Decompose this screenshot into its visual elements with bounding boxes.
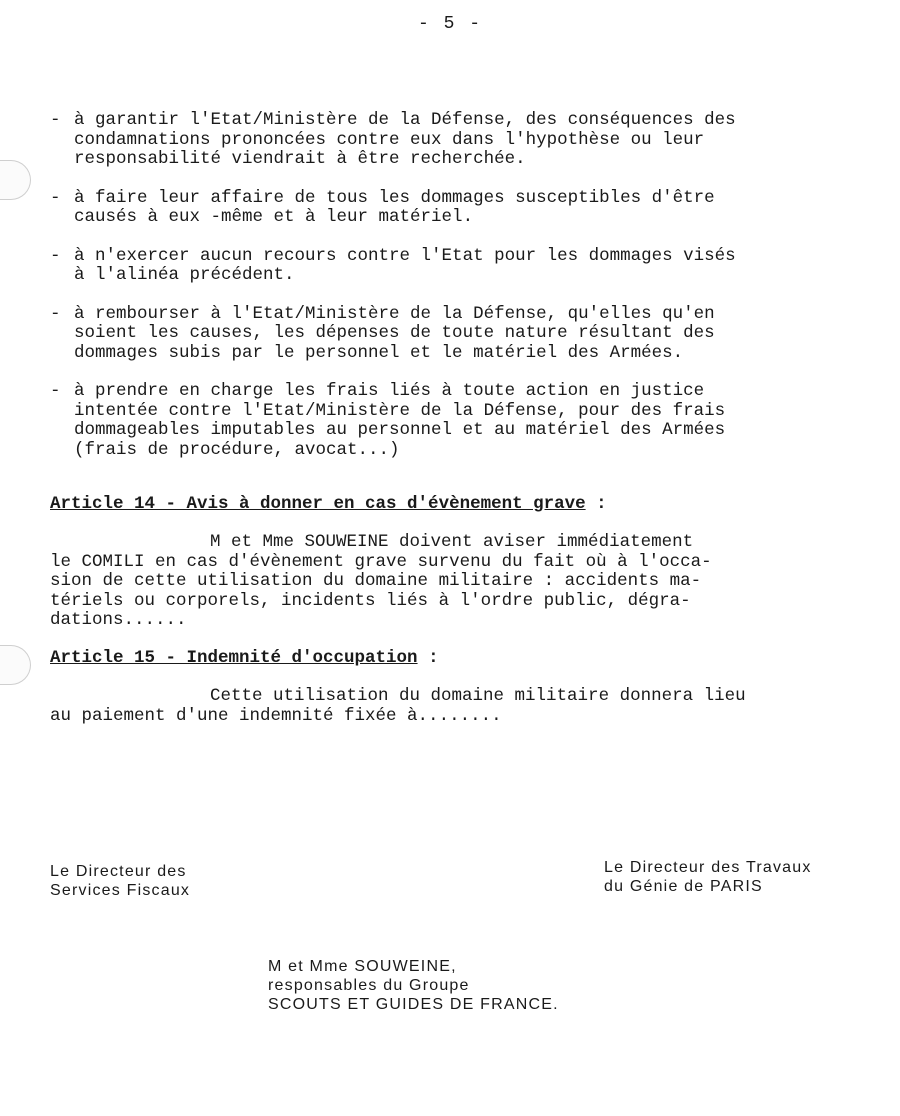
bullet-dash: -	[50, 110, 61, 130]
bullet-text: à n'exercer aucun recours contre l'Etat pour les dommages visés à l'alinéa précédent.	[74, 245, 736, 285]
bullet-dash: -	[50, 303, 61, 324]
list-item	[50, 382, 820, 460]
bullet-text: à faire leur affaire de tous les dommages susceptibles d'être causés à eux -même et à leur matériel.	[74, 187, 715, 227]
signature-souweine: M et Mme SOUWEINE, responsables du Groupe SCOUTS ET GUIDES DE FRANCE.	[268, 958, 559, 1013]
article-15-body	[50, 687, 830, 726]
list-item	[50, 189, 820, 228]
heading-colon: :	[585, 494, 607, 514]
signature-directeur-travaux-genie: Le Directeur des Travaux du Génie de PARIS	[604, 859, 812, 895]
list-item	[50, 305, 820, 364]
list-item	[50, 247, 820, 286]
article-15-text: au paiement d'une indemnité fixée à........	[50, 705, 502, 726]
article-14-body	[50, 533, 830, 631]
article-14-title: Article 14 - Avis à donner en cas d'évènement grave	[50, 494, 586, 514]
article-14-text: le COMILI en cas d'évènement grave survenu du fait où à l'occa- sion de cette utilisation du domaine militaire : accidents ma- tériels ou corporels, incidents liés à l'ordre public, dégra- dations......	[50, 551, 712, 630]
article-14-first-line: M et Mme SOUWEINE doivent aviser immédiatement	[210, 532, 694, 552]
bullet-dash: -	[50, 245, 61, 266]
signature-directeur-services-fiscaux: Le Directeur des Services Fiscaux	[50, 863, 191, 899]
article-15-first-line: Cette utilisation du domaine militaire donnera lieu	[210, 686, 746, 706]
article-15-title: Article 15 - Indemnité d'occupation	[50, 648, 418, 668]
article-15-heading	[50, 648, 439, 668]
bullet-text: à prendre en charge les frais liés à toute action en justice intentée contre l'Etat/Ministère de la Défense, pour des frais dommageables imputables au personnel et au matériel des Armées (frais de procédure, avocat...)	[74, 381, 726, 460]
bullet-text: à garantir l'Etat/Ministère de la Défense, des conséquences des condamnations prononcées contre eux dans l'hypothèse ou leur responsabilité viendrait à être recherchée.	[74, 110, 736, 169]
punch-hole	[0, 645, 31, 685]
list-item	[50, 111, 820, 170]
heading-colon: :	[417, 648, 439, 668]
obligations-list	[50, 111, 820, 479]
page-number: - 5 -	[417, 14, 482, 34]
bullet-dash: -	[50, 187, 61, 208]
article-14-heading	[50, 494, 607, 514]
punch-hole	[0, 160, 31, 200]
bullet-text: à rembourser à l'Etat/Ministère de la Défense, qu'elles qu'en soient les causes, les dépenses de toute nature résultant des dommages subis par le personnel et le matériel des Armées.	[74, 303, 715, 363]
bullet-dash: -	[50, 381, 61, 401]
